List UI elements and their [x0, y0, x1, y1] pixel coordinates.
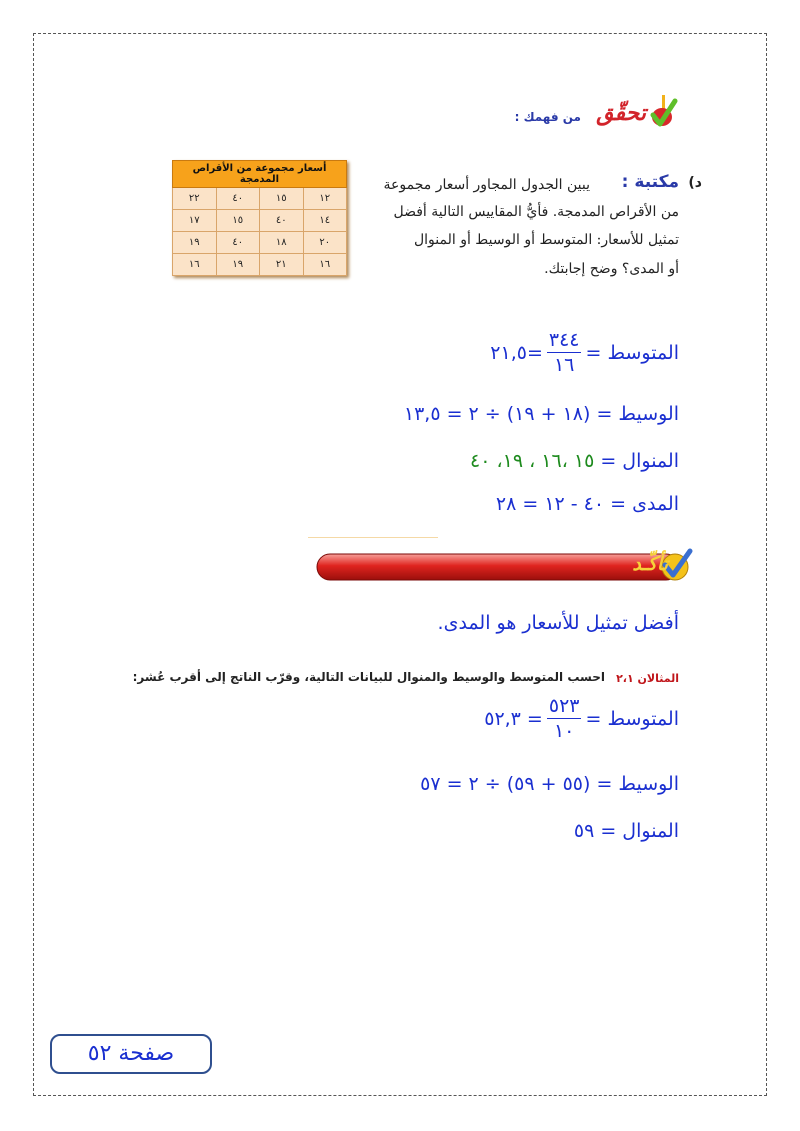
table-cell: ٢٠: [303, 232, 346, 254]
question-line-2: من الأقراص المدمجة. فأيُّ المقاييس التالية أفضل: [393, 204, 679, 220]
question-marker: د): [688, 175, 702, 191]
table-cell: ١٢: [303, 188, 346, 210]
table-cell: ١٧: [173, 210, 217, 232]
table-cell: ٤٠: [216, 188, 259, 210]
table-cell: ١٥: [260, 188, 303, 210]
mode-answer-1: [470, 450, 679, 472]
mode-label: المنوال =: [600, 450, 679, 472]
mean-result: =٢١,٥: [490, 341, 543, 364]
section-title: تحقّق: [596, 100, 646, 126]
mean-fraction: [547, 694, 582, 743]
table-cell: ٢١: [260, 254, 303, 276]
exercise-label: المثالان ٢،١: [616, 672, 679, 685]
table-cell: ١٦: [173, 254, 217, 276]
mode-answer-2: المنوال = ٥٩: [573, 820, 679, 842]
range-answer: المدى = ٤٠ - ١٢ = ٢٨: [495, 493, 679, 515]
checkmark-icon: [648, 95, 678, 129]
table-cell: ٤٠: [216, 232, 259, 254]
question-line-3: تمثيل للأسعار: المتوسط أو الوسيط أو المنوال: [413, 232, 679, 248]
page-number-box: صفحة ٥٢: [50, 1034, 212, 1074]
prices-table: [172, 160, 347, 276]
table-cell: ١٩: [173, 232, 217, 254]
table-cell: ٤٠: [260, 210, 303, 232]
mean-answer-1: [490, 328, 679, 377]
table-row: [173, 232, 347, 254]
median-answer-1: الوسيط = (١٨ + ١٩) ÷ ٢ = ١٣,٥: [403, 403, 679, 425]
fraction-numerator: ٥٢٣: [548, 695, 580, 717]
banner-label: تأكّـد: [632, 553, 668, 575]
fraction-denominator: ١٠: [553, 720, 575, 742]
table-cell: ١٥: [216, 210, 259, 232]
conclusion-text: أفضل تمثيل للأسعار هو المدى.: [437, 612, 679, 634]
section-subtitle: من فهمك :: [514, 110, 581, 124]
question-line-4: أو المدى؟ وضح إجابتك.: [544, 261, 679, 277]
table-cell: ١٦: [303, 254, 346, 276]
mean-answer-2: [484, 694, 679, 743]
fraction-numerator: ٣٤٤: [548, 329, 580, 351]
mean-result: = ٥٢,٣: [484, 707, 543, 730]
divider: [308, 537, 438, 538]
table-title: أسعار مجموعة من الأقراص المدمجة: [173, 161, 347, 188]
mean-fraction: [547, 328, 582, 377]
table-row: [173, 254, 347, 276]
table-cell: ١٤: [303, 210, 346, 232]
table-cell: ١٩: [216, 254, 259, 276]
table-cell: ٢٢: [173, 188, 217, 210]
fraction-denominator: ١٦: [553, 354, 575, 376]
median-answer-2: الوسيط = (٥٥ + ٥٩) ÷ ٢ = ٥٧: [420, 773, 679, 795]
question-keyword: مكتبة :: [621, 172, 679, 192]
exercise-text: احسب المتوسط والوسيط والمنوال للبيانات التالية، وقرّب الناتج إلى أقرب عُشر:: [132, 670, 605, 684]
question-line-1: يبين الجدول المجاور أسعار مجموعة: [383, 177, 590, 193]
table-row: [173, 210, 347, 232]
table-row: [173, 188, 347, 210]
mode-values: ١٥ ،١٦ ، ١٩، ٤٠: [470, 450, 595, 472]
mean-label: المتوسط =: [585, 341, 679, 364]
mean-label: المتوسط =: [585, 707, 679, 730]
table-cell: ١٨: [260, 232, 303, 254]
